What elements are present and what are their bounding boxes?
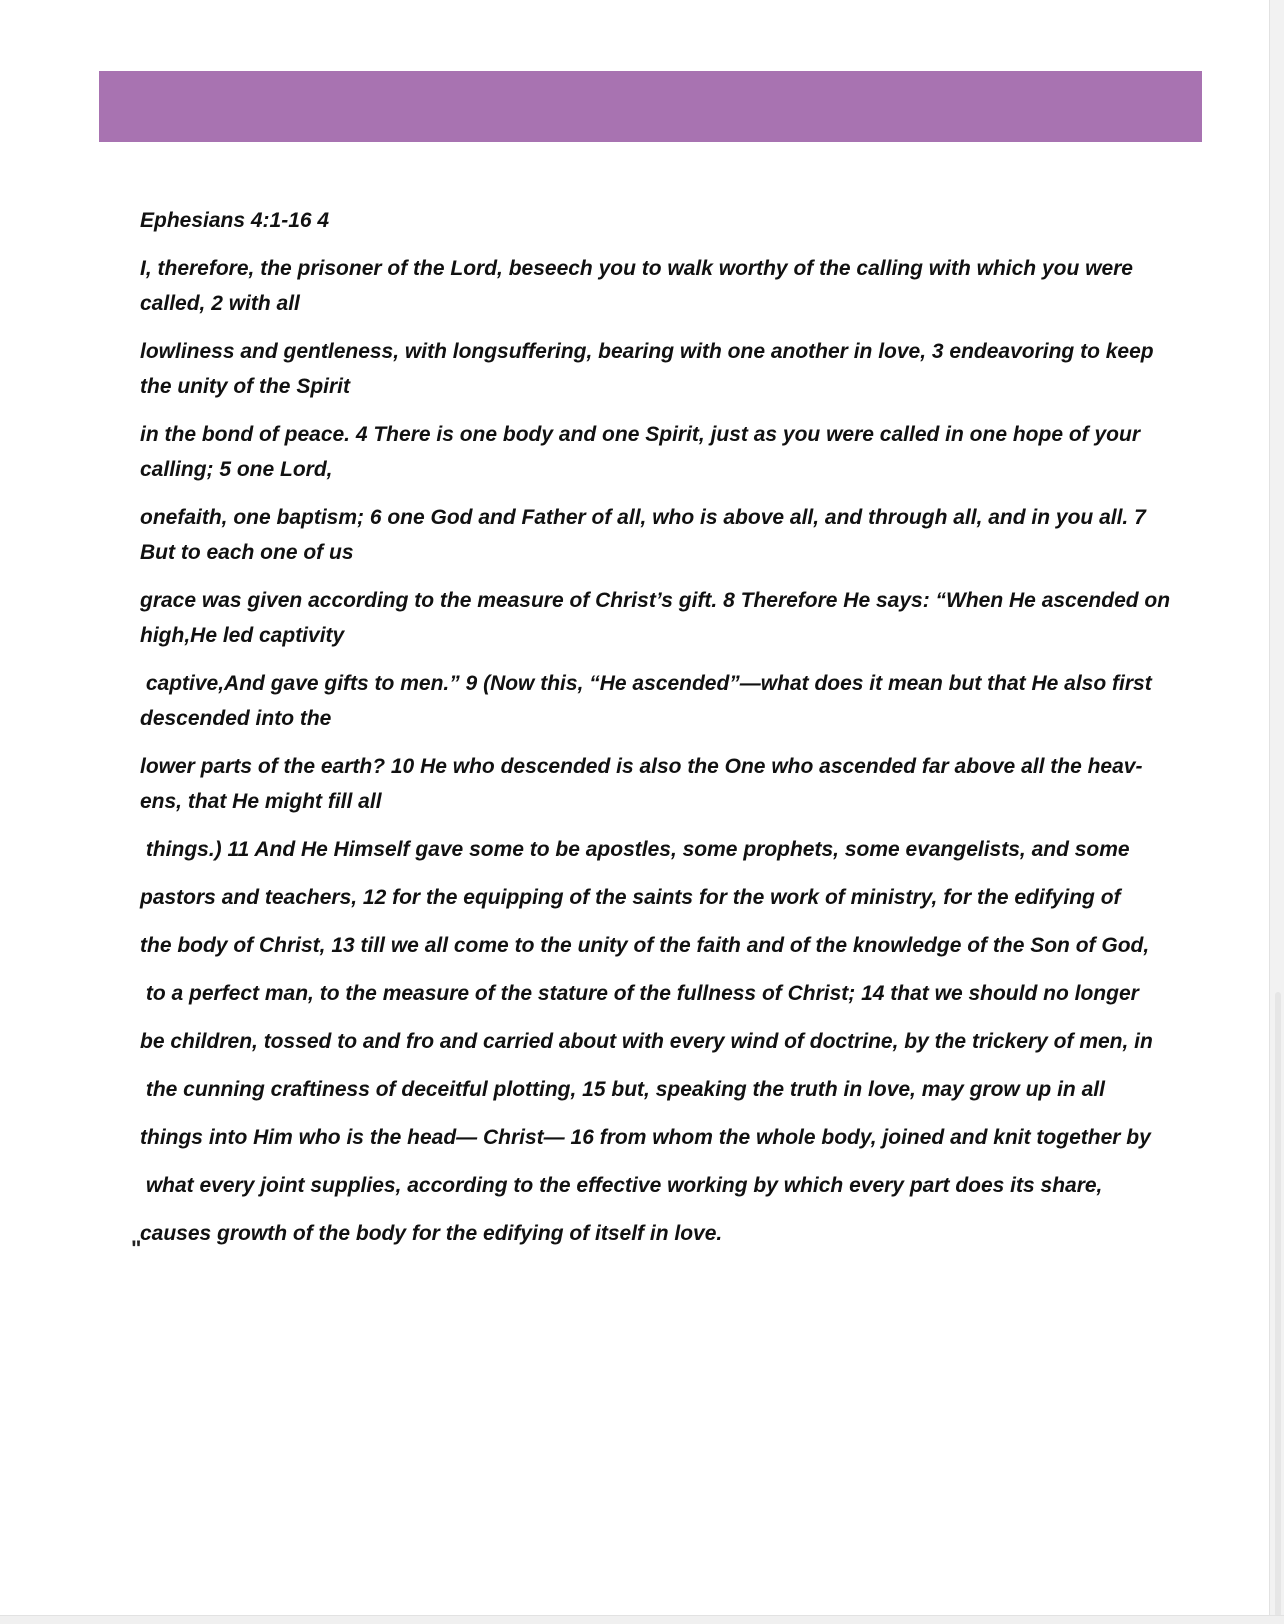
text-line: the body of Christ, 13 till we all come to the unity of the faith and of the knowledge of the Son of God, [140, 934, 1150, 957]
text-line: the cunning craftiness of deceitful plotting, 15 but, speaking the truth in love, may grow up in all [140, 1078, 1105, 1101]
vertical-scrollbar[interactable] [1269, 0, 1284, 1624]
text-line: grace was given according to the measure of Christ’s gift. 8 Therefore He says: “When He ascended on [140, 589, 1171, 612]
text-line: lower parts of the earth? 10 He who descended is also the One who ascended far above all the heav- [140, 755, 1143, 778]
text-line: pastors and teachers, 12 for the equipping of the saints for the work of ministry, for the edifying of [140, 886, 1121, 909]
text-line: things.) 11 And He Himself gave some to be apostles, some prophets, some evangelists, and some [140, 838, 1130, 861]
text-line: things into Him who is the head— Christ— 16 from whom the whole body, joined and knit together by [140, 1126, 1151, 1149]
text-line: captive,And gave gifts to men.” 9 (Now this, “He ascended”—what does it mean but that He also first [140, 672, 1152, 695]
quote-mark: " [131, 1236, 142, 1261]
text-line: calling; 5 one Lord, [140, 458, 333, 481]
text-line: what every joint supplies, according to the effective working by which every part does its share, [140, 1174, 1103, 1197]
text-line: be children, tossed to and fro and carried about with every wind of doctrine, by the trickery of men, in [140, 1030, 1153, 1053]
text-line: descended into the [140, 707, 332, 730]
text-line: the unity of the Spirit [140, 375, 350, 398]
text-line: in the bond of peace. 4 There is one body and one Spirit, just as you were called in one hope of your [140, 423, 1140, 446]
text-line: ens, that He might fill all [140, 790, 382, 813]
text-line: high,He led captivity [140, 624, 345, 647]
header-color-band [99, 71, 1202, 142]
text-line: causes growth of the body for the edifying of itself in love. [140, 1222, 723, 1245]
passage-reference: Ephesians 4:1-16 4 [140, 209, 330, 232]
text-line: called, 2 with all [140, 292, 300, 315]
scrollbar-thumb[interactable] [1275, 992, 1281, 1617]
text-line: I, therefore, the prisoner of the Lord, beseech you to walk worthy of the calling with which you were [140, 257, 1133, 280]
bottom-edge [0, 1615, 1284, 1624]
text-line: to a perfect man, to the measure of the stature of the fullness of Christ; 14 that we should no longer [140, 982, 1139, 1005]
text-line: But to each one of us [140, 541, 354, 564]
scripture-text [140, 203, 1200, 1251]
text-line: lowliness and gentleness, with longsuffering, bearing with one another in love, 3 endeavoring to keep [140, 340, 1154, 363]
text-line: onefaith, one baptism; 6 one God and Father of all, who is above all, and through all, and in you all. 7 [140, 506, 1146, 529]
